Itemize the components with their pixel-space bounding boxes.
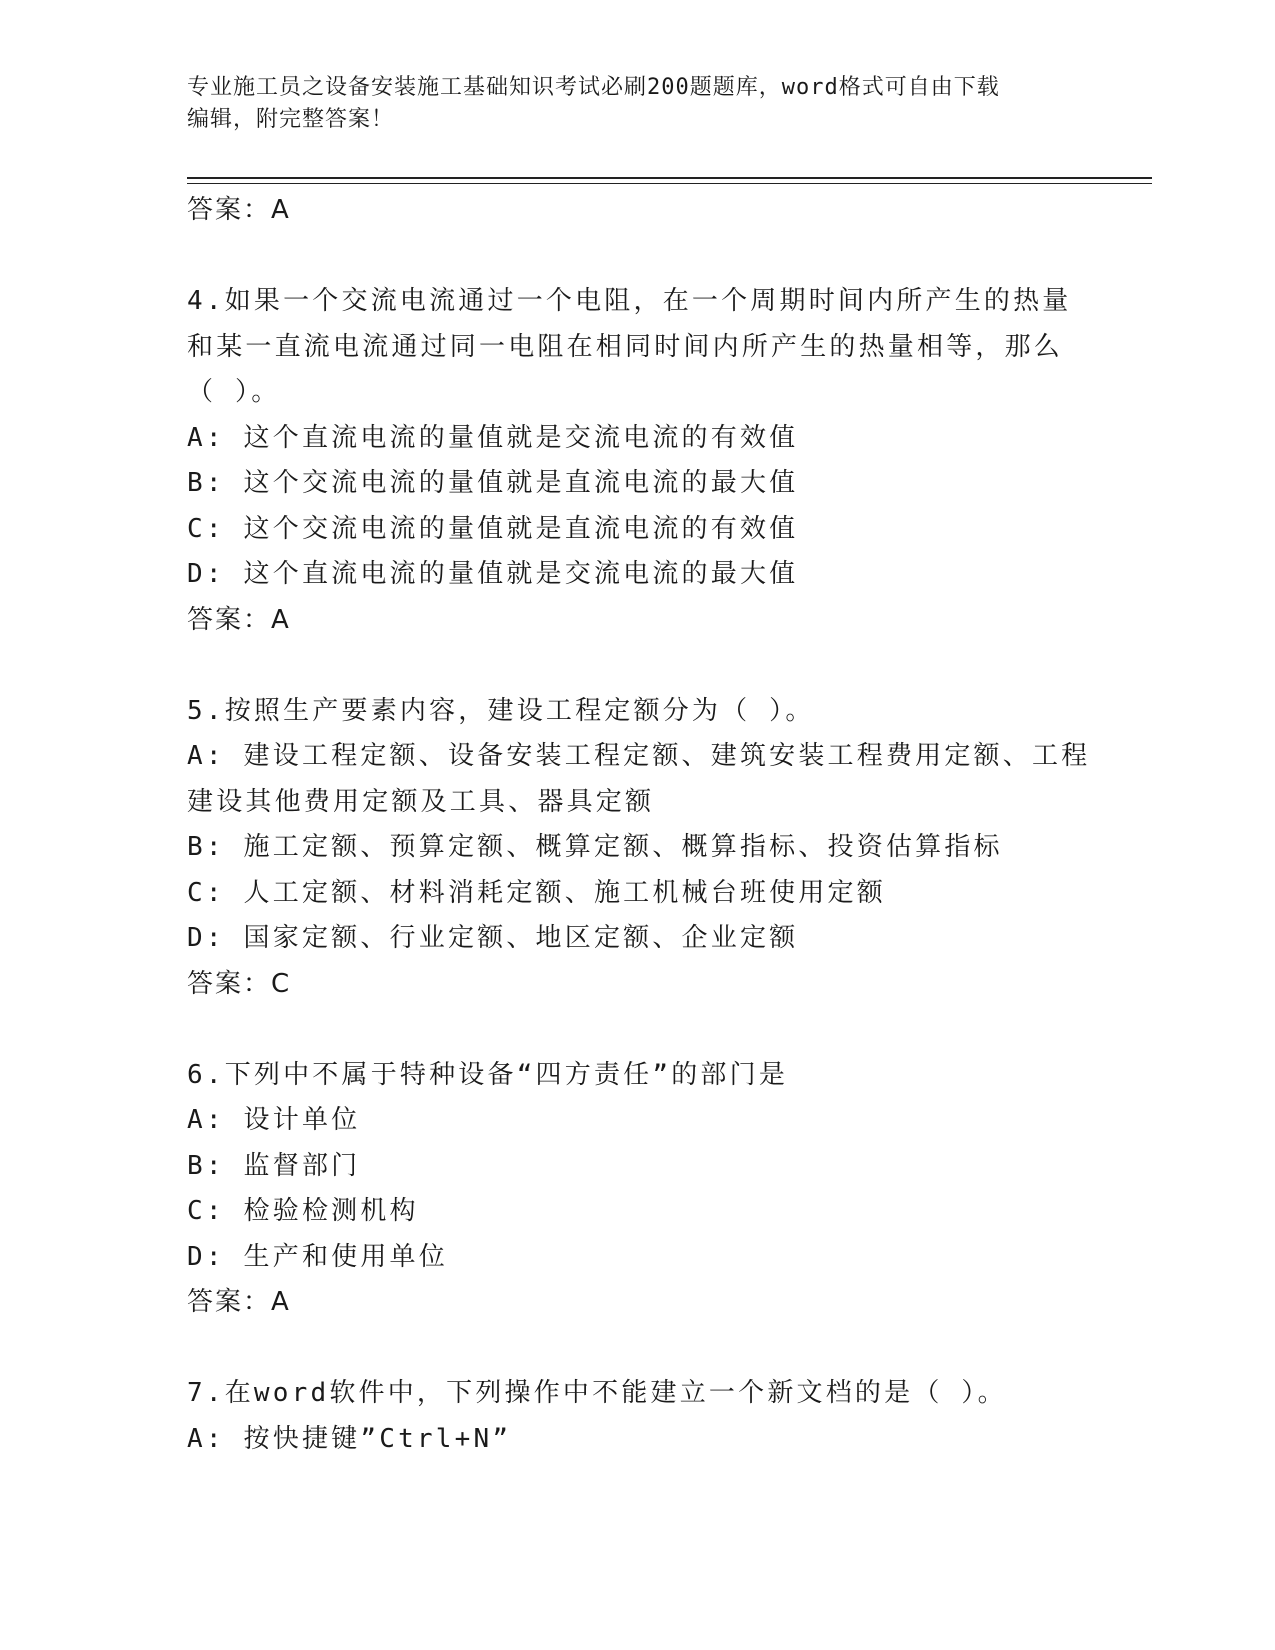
question-spacer: [187, 1007, 1087, 1053]
question-text: 5.按照生产要素内容，建设工程定额分为（ ）。: [187, 695, 815, 726]
question-spacer: [187, 643, 1087, 689]
option-a: A: 设计单位: [187, 1105, 361, 1135]
option-a: A: 建设工程定额、设备安装工程定额、建筑安装工程费用定额、工程: [187, 741, 1091, 771]
answer-line: 答案：C: [187, 968, 292, 999]
question-spacer: [187, 234, 1087, 280]
answer-line: 答案：A: [187, 604, 291, 635]
option-b: B: 这个交流电流的量值就是直流电流的最大值: [187, 468, 799, 498]
question-block: [187, 689, 1091, 1008]
option-a-continued: 建设其他费用定额及工具、器具定额: [187, 786, 655, 817]
option-b: B: 施工定额、预算定额、概算定额、概算指标、投资估算指标: [187, 832, 1003, 862]
option-d: D: 国家定额、行业定额、地区定额、企业定额: [187, 923, 799, 953]
question-text: 和某一直流电流通过同一电阻在相同时间内所产生的热量相等，那么: [187, 331, 1064, 362]
question-text: 7.在word软件中，下列操作中不能建立一个新文档的是（ ）。: [187, 1378, 1007, 1408]
option-a: A: 这个直流电流的量值就是交流电流的有效值: [187, 422, 799, 453]
question-text: （ ）。: [187, 377, 281, 407]
question-block: [187, 1371, 1087, 1462]
option-b: B: 监督部门: [187, 1150, 361, 1181]
page-header: [187, 72, 1077, 136]
header-line-2: 编辑，附完整答案！: [187, 107, 395, 132]
answer-line: 答案：A: [187, 1287, 291, 1317]
option-d: D: 生产和使用单位: [187, 1241, 448, 1272]
option-c: C: 这个交流电流的量值就是直流电流的有效值: [187, 513, 799, 544]
option-d: D: 这个直流电流的量值就是交流电流的最大值: [187, 559, 799, 589]
question-text: 4.如果一个交流电流通过一个电阻，在一个周期时间内所产生的热量: [187, 286, 1072, 316]
answer-line: 答案：A: [187, 195, 291, 225]
header-divider: [187, 177, 1152, 179]
question-spacer: [187, 1326, 1087, 1372]
question-block: [187, 1053, 1087, 1326]
header-line-1: 专业施工员之设备安装施工基础知识考试必刷200题题库，word格式可自由下载: [187, 75, 1000, 100]
question-text: 6.下列中不属于特种设备“四方责任”的部门是: [187, 1059, 789, 1090]
question-list: [187, 188, 1091, 1462]
option-a: A: 按快捷键”Ctrl+N”: [187, 1423, 512, 1454]
option-c: C: 人工定额、材料消耗定额、施工机械台班使用定额: [187, 877, 886, 908]
question-block: [187, 279, 1087, 643]
header-divider-thin: [187, 183, 1152, 184]
option-c: C: 检验检测机构: [187, 1196, 419, 1226]
